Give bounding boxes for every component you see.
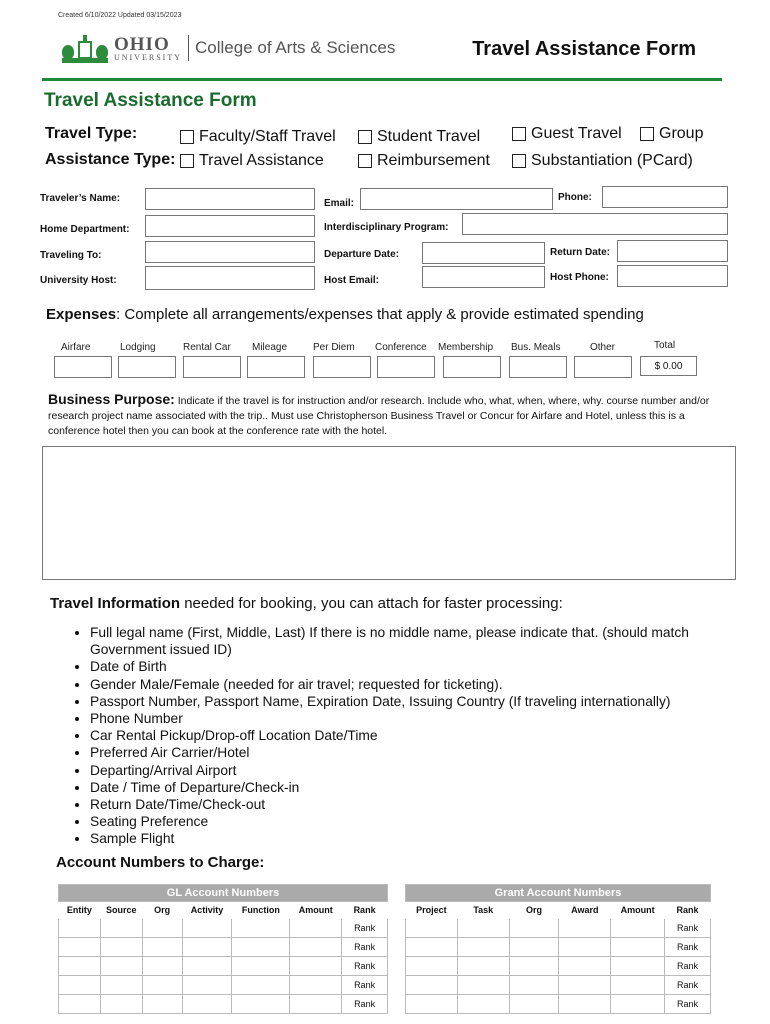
checkbox[interactable] bbox=[358, 130, 372, 144]
email-label: Email: bbox=[324, 198, 355, 209]
table-row bbox=[406, 938, 711, 957]
list-item: • Date / Time of Departure/Check-in bbox=[90, 779, 750, 796]
logo-university-text: UNIVERSITY bbox=[114, 52, 182, 62]
home-department-input[interactable] bbox=[145, 215, 315, 237]
option-faculty-staff-travel[interactable]: Faculty/Staff Travel bbox=[180, 128, 336, 146]
rank-select[interactable]: Rank bbox=[342, 976, 388, 995]
grant-col-project: Project bbox=[406, 902, 458, 919]
interdisciplinary-program-label: Interdisciplinary Program: bbox=[324, 222, 449, 233]
rank-select[interactable]: Rank bbox=[665, 957, 711, 976]
header-rule bbox=[42, 78, 722, 81]
expense-label-bus-meals: Bus. Meals bbox=[511, 342, 561, 353]
business-purpose-input[interactable] bbox=[42, 446, 736, 580]
phone-label: Phone: bbox=[558, 192, 592, 203]
gl-col-rank: Rank bbox=[342, 902, 388, 919]
grant-table-title: Grant Account Numbers bbox=[406, 885, 711, 902]
host-phone-input[interactable] bbox=[617, 265, 728, 287]
list-item: • Sample Flight bbox=[90, 830, 750, 847]
list-item: • Car Rental Pickup/Drop-off Location Date/Time bbox=[90, 727, 750, 744]
rank-select[interactable]: Rank bbox=[342, 919, 388, 938]
table-row bbox=[59, 976, 388, 995]
list-item: • Full legal name (First, Middle, Last) If there is no middle name, please indicate that. (should match Government issued ID) bbox=[90, 624, 750, 658]
departure-date-input[interactable] bbox=[422, 242, 545, 264]
travelers-name-label: Traveler’s Name: bbox=[40, 193, 121, 204]
header-form-title: Travel Assistance Form bbox=[472, 38, 696, 60]
list-item: • Departing/Arrival Airport bbox=[90, 762, 750, 779]
table-row bbox=[59, 938, 388, 957]
host-phone-label: Host Phone: bbox=[550, 272, 609, 283]
gl-col-entity: Entity bbox=[59, 902, 101, 919]
expense-label-per-diem: Per Diem bbox=[313, 342, 355, 353]
list-item: • Passport Number, Passport Name, Expiration Date, Issuing Country (If traveling internationally) bbox=[90, 693, 750, 710]
traveling-to-input[interactable] bbox=[145, 241, 315, 263]
table-row bbox=[406, 919, 711, 938]
list-item: • Phone Number bbox=[90, 710, 750, 727]
university-host-input[interactable] bbox=[145, 266, 315, 290]
gl-col-org: Org bbox=[142, 902, 182, 919]
rank-select[interactable]: Rank bbox=[342, 938, 388, 957]
expense-label-airfare: Airfare bbox=[61, 342, 91, 353]
rank-select[interactable]: Rank bbox=[665, 976, 711, 995]
list-item: • Preferred Air Carrier/Hotel bbox=[90, 744, 750, 761]
travel-information-heading: Travel Information needed for booking, you can attach for faster processing: bbox=[50, 595, 563, 612]
gl-col-function: Function bbox=[232, 902, 290, 919]
expenses-heading: Expenses: Complete all arrangements/expenses that apply & provide estimated spending bbox=[46, 306, 644, 323]
checkbox[interactable] bbox=[640, 127, 654, 141]
host-email-input[interactable] bbox=[422, 266, 545, 288]
rank-select[interactable]: Rank bbox=[342, 995, 388, 1014]
option-travel-assistance[interactable]: Travel Assistance bbox=[180, 152, 324, 170]
expense-input-conference[interactable] bbox=[377, 356, 435, 378]
gl-account-table bbox=[58, 884, 388, 1014]
university-seal-icon bbox=[62, 33, 108, 63]
expense-label-lodging: Lodging bbox=[120, 342, 156, 353]
logo-ohio-text: OHIO bbox=[114, 33, 170, 55]
created-updated-note: Created 6/10/2022 Updated 03/15/2023 bbox=[58, 12, 182, 19]
ohio-university-logo bbox=[62, 30, 395, 66]
departure-date-label: Departure Date: bbox=[324, 249, 400, 260]
account-numbers-heading: Account Numbers to Charge: bbox=[56, 854, 265, 871]
expense-input-rental-car[interactable] bbox=[183, 356, 241, 378]
assistance-type-label: Assistance Type: bbox=[45, 151, 176, 168]
grant-account-table bbox=[405, 884, 711, 1014]
logo-divider bbox=[188, 35, 189, 61]
list-item: • Return Date/Time/Check-out bbox=[90, 796, 750, 813]
gl-table-title: GL Account Numbers bbox=[59, 885, 388, 902]
expense-label-membership: Membership bbox=[438, 342, 494, 353]
table-row bbox=[59, 957, 388, 976]
return-date-input[interactable] bbox=[617, 240, 728, 262]
checkbox[interactable] bbox=[358, 154, 372, 168]
option-substantiation-pcard[interactable]: Substantiation (PCard) bbox=[512, 152, 693, 170]
home-department-label: Home Department: bbox=[40, 224, 130, 235]
gl-col-amount: Amount bbox=[290, 902, 342, 919]
table-row bbox=[406, 976, 711, 995]
checkbox[interactable] bbox=[512, 127, 526, 141]
travelers-name-input[interactable] bbox=[145, 188, 315, 210]
grant-col-award: Award bbox=[559, 902, 611, 919]
rank-select[interactable]: Rank bbox=[665, 938, 711, 957]
checkbox[interactable] bbox=[180, 154, 194, 168]
gl-col-activity: Activity bbox=[182, 902, 232, 919]
table-row bbox=[406, 957, 711, 976]
expense-input-other[interactable] bbox=[574, 356, 632, 378]
option-guest-travel[interactable]: Guest Travel bbox=[512, 125, 622, 143]
expense-total-label: Total bbox=[654, 340, 676, 351]
expense-label-other: Other bbox=[590, 342, 616, 353]
form-title: Travel Assistance Form bbox=[44, 90, 257, 111]
expense-input-bus-meals[interactable] bbox=[509, 356, 567, 378]
travel-type-label: Travel Type: bbox=[45, 125, 138, 142]
table-row bbox=[59, 995, 388, 1014]
traveling-to-label: Traveling To: bbox=[40, 250, 102, 261]
option-reimbursement[interactable]: Reimbursement bbox=[358, 152, 490, 170]
expense-input-airfare[interactable] bbox=[54, 356, 112, 378]
grant-col-task: Task bbox=[457, 902, 509, 919]
email-input[interactable] bbox=[360, 188, 553, 210]
option-student-travel[interactable]: Student Travel bbox=[358, 128, 480, 146]
expense-label-rental-car: Rental Car bbox=[183, 342, 231, 353]
rank-select[interactable]: Rank bbox=[665, 995, 711, 1014]
rank-select[interactable]: Rank bbox=[665, 919, 711, 938]
grant-col-rank: Rank bbox=[665, 902, 711, 919]
option-group[interactable]: Group bbox=[640, 125, 703, 143]
grant-col-amount: Amount bbox=[611, 902, 665, 919]
grant-col-org: Org bbox=[509, 902, 559, 919]
travel-information-list bbox=[72, 624, 750, 848]
gl-col-source: Source bbox=[100, 902, 142, 919]
rank-select[interactable]: Rank bbox=[342, 957, 388, 976]
list-item: • Date of Birth bbox=[90, 658, 750, 675]
college-name: College of Arts & Sciences bbox=[195, 38, 396, 57]
expense-input-membership[interactable] bbox=[443, 356, 501, 378]
expense-total-value: $ 0.00 bbox=[640, 356, 697, 376]
return-date-label: Return Date: bbox=[550, 247, 611, 258]
business-purpose-text: Business Purpose: Indicate if the travel is for instruction and/or research. Include who, what, when, where, why. course number and/or research project name associated with the trip.. Must use Christopherson Business Travel or Concur for Airfare and Hotel, unless this is a conference hotel then you can book at the conference rate with the hotel. bbox=[48, 391, 710, 437]
table-row bbox=[59, 919, 388, 938]
expense-label-mileage: Mileage bbox=[252, 342, 288, 353]
expense-input-per-diem[interactable] bbox=[313, 356, 371, 378]
expense-label-conference: Conference bbox=[375, 342, 427, 353]
university-host-label: University Host: bbox=[40, 275, 117, 286]
list-item: • Gender Male/Female (needed for air travel; requested for ticketing). bbox=[90, 676, 750, 693]
expense-input-lodging[interactable] bbox=[118, 356, 176, 378]
list-item: • Seating Preference bbox=[90, 813, 750, 830]
host-email-label: Host Email: bbox=[324, 275, 380, 286]
checkbox[interactable] bbox=[512, 154, 526, 168]
checkbox[interactable] bbox=[180, 130, 194, 144]
table-row bbox=[406, 995, 711, 1014]
interdisciplinary-program-input[interactable] bbox=[462, 213, 728, 235]
phone-input[interactable] bbox=[602, 186, 728, 208]
expense-input-mileage[interactable] bbox=[247, 356, 305, 378]
